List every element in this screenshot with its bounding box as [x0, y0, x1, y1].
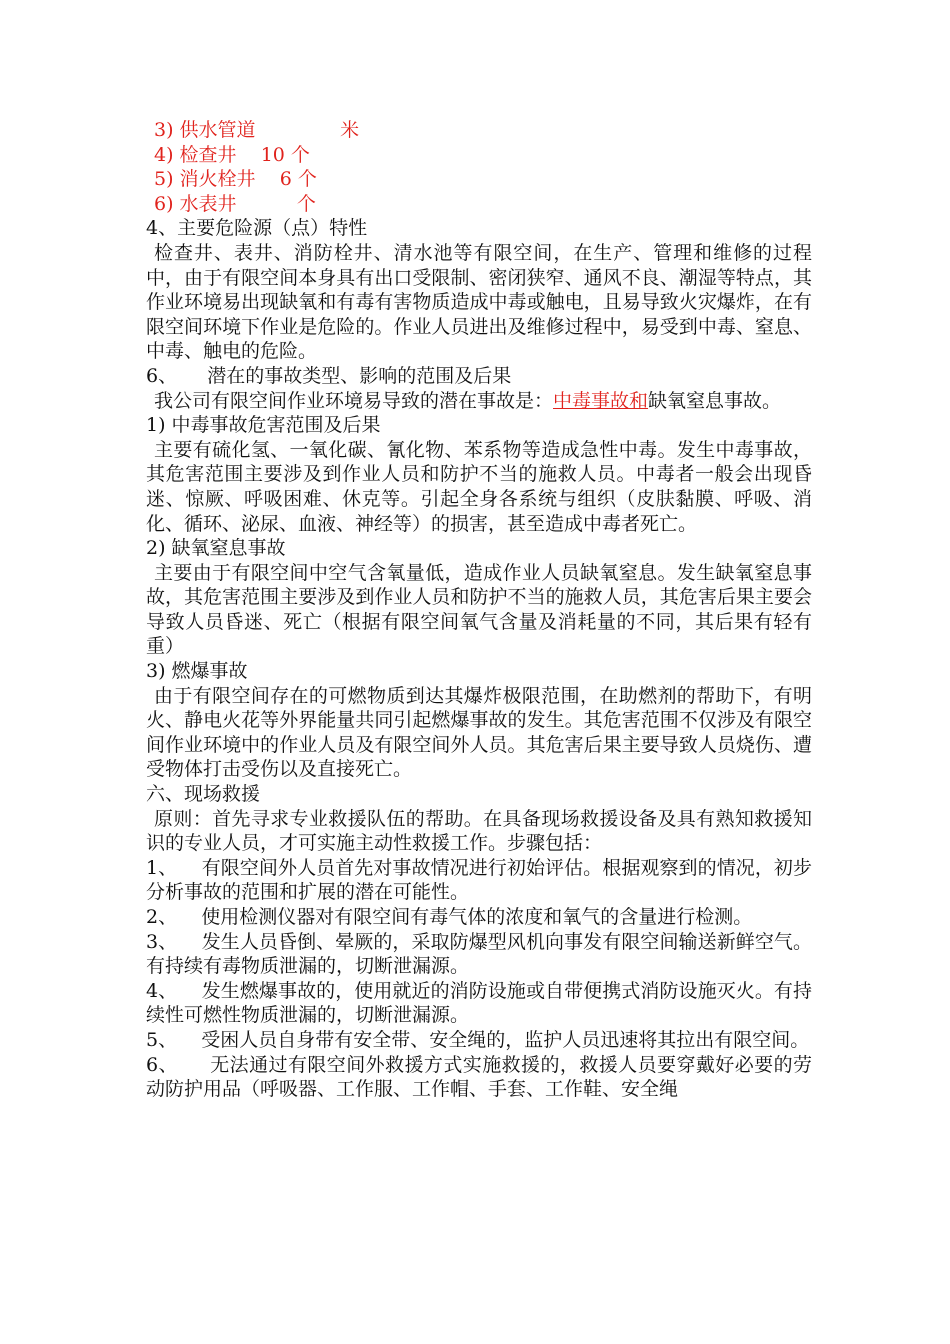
facility-item-hydrant-well: 5) 消火栓井 6 个 — [154, 168, 317, 191]
rescue-step-3: 3、 发生人员昏倒、晕厥的，采取防爆型风机向事发有限空间输送新鲜空气。有持续有毒物质泄漏的，切断泄漏源。 — [146, 930, 812, 978]
document-page — [146, 118, 812, 1102]
poison-heading: 1) 中毒事故危害范围及后果 — [146, 414, 381, 437]
rescue-principle: 原则：首先寻求专业救援队伍的帮助。在具备现场救援设备及具有熟知救援知识的专业人员，才可实施主动性救援工作。步骤包括： — [146, 807, 812, 855]
oxygen-body: 主要由于有限空间中空气含氧量低，造成作业人员缺氧窒息。发生缺氧窒息事故，其危害范围主要涉及到作业人员和防护不当的施救人员，其危害后果主要会导致人员昏迷、死亡（根据有限空间氧气含量及消耗量的不同，其后果有轻有重） — [146, 561, 812, 658]
accident-intro-link: 中毒事故和 — [553, 389, 649, 412]
rescue-step-5: 5、 受困人员自身带有安全带、安全绳的，监护人员迅速将其拉出有限空间。 — [146, 1028, 810, 1051]
facility-item-inspection-well: 4) 检查井 10 个 — [154, 143, 310, 166]
rescue-step-1: 1、 有限空间外人员首先对事故情况进行初始评估。根据观察到的情况，初步分析事故的范围和扩展的潜在可能性。 — [146, 856, 812, 904]
explosion-heading: 3) 燃爆事故 — [146, 660, 248, 683]
facility-list — [146, 118, 812, 216]
explosion-body: 由于有限空间存在的可燃物质到达其爆炸极限范围，在助燃剂的帮助下，有明火、静电火花等外界能量共同引起燃爆事故的发生。其危害范围不仅涉及有限空间作业环境中的作业人员及有限空间外人员。其危害后果主要导致人员烧伤、遭受物体打击受伤以及直接死亡。 — [146, 684, 812, 781]
accident-intro-pre: 我公司有限空间作业环境易导致的潜在事故是： — [154, 389, 554, 412]
hazard-body: 检查井、表井、消防栓井、清水池等有限空间，在生产、管理和维修的过程中，由于有限空间本身具有出口受限制、密闭狭窄、通风不良、潮湿等特点，其作业环境易出现缺氧和有毒有害物质造成中毒或触电，且易导致火灾爆炸，在有限空间环境下作业是危险的。作业人员进出及维修过程中，易受到中毒、窒息、中毒、触电的危险。 — [146, 241, 812, 363]
rescue-step-6: 6、 无法通过有限空间外救援方式实施救援的，救援人员要穿戴好必要的劳动防护用品（呼吸器、工作服、工作帽、手套、工作鞋、安全绳 — [146, 1053, 812, 1101]
oxygen-heading: 2) 缺氧窒息事故 — [146, 537, 286, 560]
hazard-heading: 4、主要危险源（点）特性 — [146, 217, 368, 240]
poison-body: 主要有硫化氢、一氧化碳、氰化物、苯系物等造成急性中毒。发生中毒事故，其危害范围主要涉及到作业人员和防护不当的施救人员。中毒者一般会出现昏迷、惊厥、呼吸困难、休克等。引起全身各系统与组织（皮肤黏膜、呼吸、消化、循环、泌尿、血液、神经等）的损害，甚至造成中毒者死亡。 — [146, 438, 812, 535]
facility-item-meter-well: 6) 水表井 个 — [154, 192, 316, 215]
rescue-heading: 六、现场救援 — [146, 783, 261, 806]
rescue-step-4: 4、 发生燃爆事故的，使用就近的消防设施或自带便携式消防设施灭火。有持续性可燃性物质泄漏的，切断泄漏源。 — [146, 979, 812, 1027]
rescue-step-2: 2、 使用检测仪器对有限空间有毒气体的浓度和氧气的含量进行检测。 — [146, 906, 753, 928]
accident-intro-post: 缺氧窒息事故。 — [648, 389, 782, 412]
accident-types-heading: 6、 潜在的事故类型、影响的范围及后果 — [146, 364, 512, 387]
facility-item-water-pipe: 3) 供水管道 米 — [154, 119, 360, 141]
accident-intro — [146, 389, 812, 414]
